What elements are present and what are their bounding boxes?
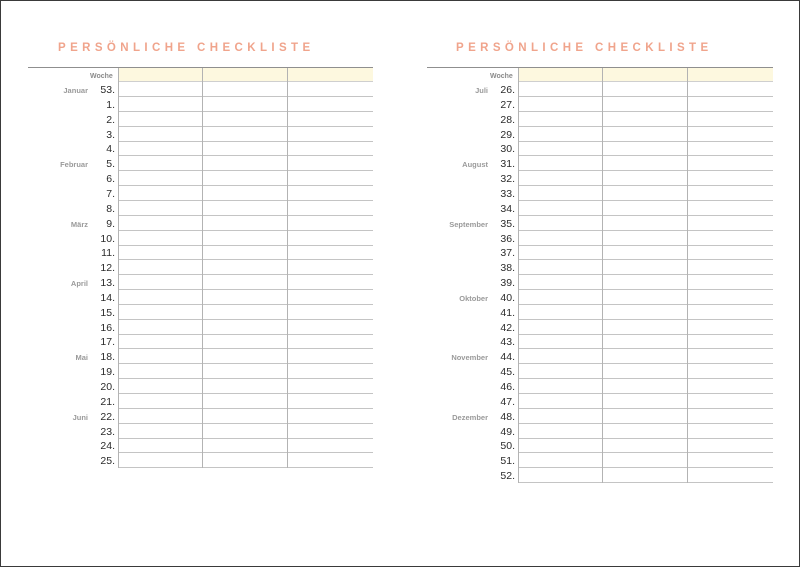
month-label: Oktober xyxy=(459,293,488,303)
week-number: 9. xyxy=(106,217,115,230)
month-label: März xyxy=(70,219,88,229)
week-column-label: Woche xyxy=(90,73,113,80)
week-number: 18. xyxy=(100,351,115,364)
week-row xyxy=(0,424,400,439)
week-row xyxy=(400,349,800,364)
page-title: PERSÖNLICHE CHECKLISTE xyxy=(456,42,713,54)
week-number: 38. xyxy=(500,262,515,275)
week-row xyxy=(400,468,800,483)
week-row xyxy=(400,409,800,424)
week-number: 14. xyxy=(100,291,115,304)
week-number: 15. xyxy=(100,306,115,319)
week-row xyxy=(400,394,800,409)
month-label: Februar xyxy=(60,160,88,170)
week-number: 12. xyxy=(100,262,115,275)
month-label: Mai xyxy=(75,353,88,363)
month-label: August xyxy=(462,160,488,170)
week-number: 19. xyxy=(100,366,115,379)
month-label: Juli xyxy=(475,86,488,95)
week-row xyxy=(0,394,400,409)
week-row xyxy=(0,349,400,364)
column-line xyxy=(372,68,373,468)
week-number: 45. xyxy=(500,366,515,379)
week-row xyxy=(0,334,400,349)
row-rule xyxy=(118,467,373,468)
week-row xyxy=(0,171,400,186)
week-row xyxy=(400,334,800,349)
week-row xyxy=(0,112,400,127)
column-line xyxy=(518,68,519,483)
column-line xyxy=(287,68,288,468)
week-row xyxy=(400,186,800,201)
week-row xyxy=(400,260,800,275)
week-number: 11. xyxy=(101,247,115,260)
week-number: 33. xyxy=(500,187,515,200)
week-row xyxy=(0,305,400,320)
week-number: 3. xyxy=(106,128,115,141)
week-number: 6. xyxy=(106,173,115,186)
week-row xyxy=(0,201,400,216)
week-row xyxy=(0,97,400,112)
week-row xyxy=(0,453,400,468)
column-line xyxy=(202,68,203,468)
week-number: 50. xyxy=(500,440,515,453)
week-row xyxy=(0,364,400,379)
week-number: 41. xyxy=(500,306,515,319)
week-number: 42. xyxy=(500,321,515,334)
column-line xyxy=(687,68,688,483)
row-rule xyxy=(518,482,773,483)
week-number: 13. xyxy=(100,277,115,290)
week-number: 51. xyxy=(500,455,515,468)
column-header-band xyxy=(518,68,773,82)
week-row xyxy=(400,364,800,379)
week-row xyxy=(400,112,800,127)
week-number: 48. xyxy=(500,410,515,423)
week-row xyxy=(0,290,400,305)
week-number: 1. xyxy=(106,98,115,111)
week-number: 7. xyxy=(106,187,115,200)
week-row xyxy=(400,141,800,156)
week-row xyxy=(400,305,800,320)
week-number: 43. xyxy=(500,336,515,349)
week-row xyxy=(400,82,800,97)
week-number: 26. xyxy=(500,84,515,96)
week-number: 27. xyxy=(500,98,515,111)
week-row xyxy=(0,127,400,142)
right-page xyxy=(400,0,800,567)
week-number: 8. xyxy=(106,202,115,215)
week-row xyxy=(0,260,400,275)
week-number: 40. xyxy=(500,291,515,304)
week-number: 29. xyxy=(500,128,515,141)
week-row xyxy=(400,453,800,468)
week-number: 47. xyxy=(500,395,515,408)
week-number: 16. xyxy=(100,321,115,334)
column-line xyxy=(118,68,119,468)
week-row xyxy=(400,438,800,453)
week-column-label: Woche xyxy=(490,73,513,80)
week-row xyxy=(400,156,800,171)
week-row xyxy=(0,409,400,424)
month-label: Dezember xyxy=(452,412,488,422)
week-number: 32. xyxy=(500,173,515,186)
week-number: 30. xyxy=(500,143,515,156)
week-number: 37. xyxy=(500,247,515,260)
column-line xyxy=(602,68,603,483)
week-number: 53. xyxy=(100,84,115,96)
week-number: 20. xyxy=(100,381,115,393)
week-row xyxy=(400,379,800,394)
week-row xyxy=(400,97,800,112)
month-label: November xyxy=(451,353,488,363)
column-line xyxy=(772,68,773,483)
week-row xyxy=(0,82,400,97)
week-number: 49. xyxy=(500,425,515,438)
week-row xyxy=(0,231,400,246)
week-number: 52. xyxy=(500,470,515,483)
month-label: Juni xyxy=(72,412,88,422)
week-number: 28. xyxy=(500,113,515,126)
week-number: 25. xyxy=(100,455,115,468)
week-row xyxy=(400,216,800,231)
week-number: 10. xyxy=(100,232,115,245)
week-row xyxy=(400,290,800,305)
column-header-band xyxy=(118,68,373,82)
week-number: 24. xyxy=(100,440,115,453)
week-row xyxy=(400,171,800,186)
week-number: 22. xyxy=(100,410,115,423)
week-number: 46. xyxy=(500,381,515,393)
week-row xyxy=(0,245,400,260)
week-row xyxy=(0,186,400,201)
week-number: 4. xyxy=(106,143,115,156)
week-row xyxy=(400,231,800,246)
week-row xyxy=(400,320,800,335)
week-number: 2. xyxy=(106,113,115,126)
week-number: 23. xyxy=(100,425,115,438)
week-number: 21. xyxy=(100,395,115,408)
week-number: 44. xyxy=(500,351,515,364)
week-row xyxy=(0,216,400,231)
week-number: 39. xyxy=(500,277,515,290)
week-row xyxy=(0,379,400,394)
week-row xyxy=(400,245,800,260)
week-row xyxy=(400,127,800,142)
week-number: 34. xyxy=(500,202,515,215)
page-title: PERSÖNLICHE CHECKLISTE xyxy=(58,42,315,54)
week-number: 36. xyxy=(500,232,515,245)
week-row xyxy=(400,201,800,216)
week-number: 35. xyxy=(500,217,515,230)
week-row xyxy=(0,141,400,156)
month-label: April xyxy=(70,279,88,289)
week-number: 17. xyxy=(100,336,115,349)
month-label: September xyxy=(449,219,488,229)
week-row xyxy=(0,438,400,453)
week-row xyxy=(0,320,400,335)
week-number: 31. xyxy=(500,158,515,171)
week-row xyxy=(400,424,800,439)
week-row xyxy=(400,275,800,290)
week-row xyxy=(0,275,400,290)
month-label: Januar xyxy=(63,86,88,95)
week-row xyxy=(0,156,400,171)
week-number: 5. xyxy=(106,158,115,171)
